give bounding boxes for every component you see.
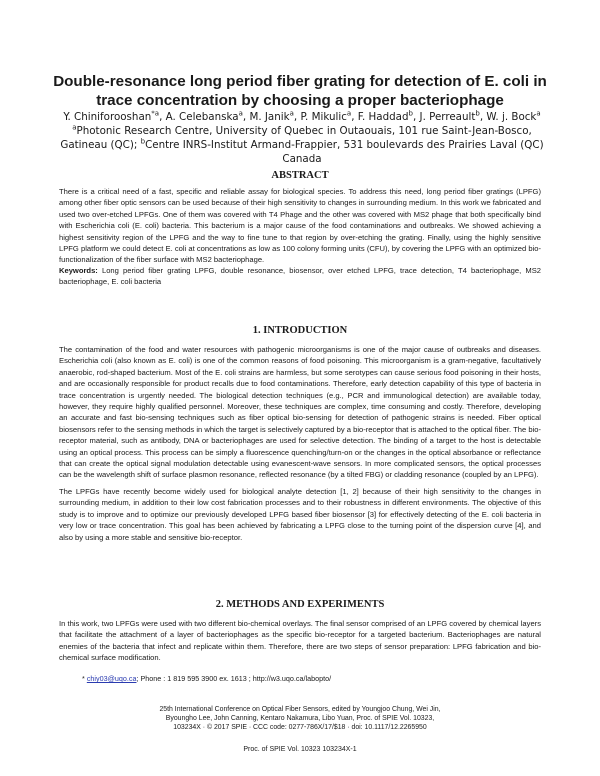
footnote-contact: ; Phone : 1 819 595 3900 ex. 1613 ; http://w3.uqo.ca/labopto/ xyxy=(136,674,332,683)
author-list: Y. Chiniforooshan$^{*a}$, A. Celebanska$^a$, M. Janik$^a$, P. Mikulic$^a$, F. Haddad$^b$, J. Perreault$^b$, W. j. Bock$^a$ xyxy=(63,109,541,123)
affiliation-a: Photonic Research Centre, University of Quebec in Outaouais, 101 rue Saint-Jean-Bosco, Gatineau (QC); xyxy=(60,125,532,151)
conference-line: Byoungho Lee, John Canning, Kentaro Nakamura, Libo Yuan, Proc. of SPIE Vol. 10323, xyxy=(165,715,435,722)
section-heading-methods: 2. METHODS AND EXPERIMENTS xyxy=(215,599,385,610)
affiliation-mark: a xyxy=(72,123,77,132)
author-affiliation-mark: b xyxy=(475,109,480,118)
keywords-text: Long period fiber grating LPFG, double resonance, biosensor, over etched LPFG, trace detection, T4 bacteriophage, MS2 bacteriophage, E. coli bacteria xyxy=(59,266,541,287)
paper-title: Double-resonance long period fiber grating for detection of E. coli in trace concentration by choosing a proper bacteriophage xyxy=(53,73,547,109)
author-affiliation-mark: *a xyxy=(151,109,160,118)
author-name: W. j. Bock xyxy=(486,111,537,123)
conference-info xyxy=(100,705,500,732)
author-name: Y. Chiniforooshan xyxy=(63,111,152,123)
abstract-paragraph: There is a critical need of a fast, specific and reliable assay for biological species. To address this need, long period fiber gratings (LPFG) among other fiber optic sensors can be used because of their high sensitivity to changes in surrounding medium. In this work we fabricated and used two over-etched LPFGs. One of them was covered with T4 Phage and the other was covered with MS2 phage that both specifically bind with Escherichia coli (E. coli) bacteria. This bacterium is a major cause of the food contaminations and outbreaks. We showed achieving a highest sensitivity region of the LPFG and the way to fine tune to that region by over-etching the grating. Finally, using the highly sensitive LPFG platform we could detect E. coli at concentrations as low as 100 colony forming units (CFU), by covering the LPFG with an optimized bio-functionalization of the fiber surface with MS2 bacteriophage. xyxy=(59,187,541,265)
author-affiliation-mark: b xyxy=(408,109,413,118)
author-name: F. Haddad xyxy=(357,111,409,123)
introduction-paragraph: The contamination of the food and water resources with pathogenic microorganisms is one of the major cause of outbreaks and diseases. Escherichia coli (also known as E. coli) is one of the common reasons of food poisoning. This microorganism is a gram-negative, facultatively anaerobic, rod-shaped bacterium. Most of the E. coli strains are harmless, but some serotypes can cause serious food poisoning in their hosts, and are occasionally responsible for product recalls due to food contaminations. Therefore, early detection capability of this type of bacteria in trace concentration is urgently needed. The biological detection techniques (e.g., PCR and immunological detection) are available today, however, they require highly qualified personnel. Moreover, these techniques are complex, time consuming and costly. Therefore, developing an accurate and fast bio-sensing techniques such as fiber optical bio-sensing for detection of pathogenic strains is needed. Fiber optical biosensors refer to the sensing methods in which the target is selectively captured by a bio-receptor that is attached to the optical fiber. The bio-receptor material, such as antibody, DNA or bacteriophages are used for selective detection. The binding of a target to the host is detectable using an optical process. This process can be simply a fluorescence quenching/turn-on or the changes in the optical absorbance or reflectance that can create the optical signal modulation detectable using evanescent-wave sensors. In more complicated sensors, the optical processes can be the wavelength shift of surface plasmon resonance, reflected resonance (by a tilted FBG) or cladding resonance (coupled by an LPFG). xyxy=(59,345,541,480)
author-name: M. Janik xyxy=(249,111,290,123)
author-name: J. Perreault xyxy=(419,111,476,123)
author-name: P. Mikulic xyxy=(300,111,347,123)
footnote-marker: * xyxy=(82,674,85,683)
affiliation-mark: b xyxy=(140,137,146,146)
affiliations xyxy=(52,124,552,166)
conference-line: 25th International Conference on Optical Fiber Sensors, edited by Youngjoo Chung, Wei Jin, xyxy=(159,706,441,713)
email-link[interactable]: chiy03@uqo.ca xyxy=(86,674,137,683)
methods-paragraph: In this work, two LPFGs were used with two different bio-chemical overlays. The final sensor comprised of an LPFG covered by chemical layers that facilitate the attachment of a layer of bacteriophages as the specific bio-receptor for a targeted bacterium. Bacteriophages are natural enemies of the bacteria that infect and replicate within them. Therefore, there are two steps of sensor preparation: LPFG fabrication and bio-chemical surface modification. xyxy=(59,619,541,663)
methods-text xyxy=(59,618,541,664)
author-affiliation-mark: a xyxy=(238,109,243,118)
section-heading-introduction: 1. INTRODUCTION xyxy=(252,325,348,336)
author-name: A. Celebanska xyxy=(165,111,239,123)
keywords-block xyxy=(59,265,541,288)
abstract-heading: ABSTRACT xyxy=(271,170,329,181)
abstract-text xyxy=(59,186,541,266)
footnote xyxy=(82,674,542,684)
author-affiliation-mark: a xyxy=(289,109,294,118)
page-number: Proc. of SPIE Vol. 10323 103234X-1 xyxy=(243,746,357,753)
keywords-label: Keywords: xyxy=(59,266,98,275)
author-affiliation-mark: a xyxy=(536,109,541,118)
affiliation-b: Centre INRS-Institut Armand-Frappier, 531 boulevards des Prairies Laval (QC) Canada xyxy=(145,139,544,165)
conference-line: 103234X · © 2017 SPIE · CCC code: 0277-786X/17/$18 · doi: 10.1117/12.2265950 xyxy=(173,724,427,731)
introduction-paragraph: The LPFGs have recently become widely used for biological analyte detection [1, 2] because of their high sensitivity to the changes in surrounding medium, in addition to their low cost fabrication processes and to their robustness in different environments. The objective of this study is to improve and to optimize our previously developed LPFG based fiber biosensor [3] for effectively detecting of the E. coli bacteria in very low or trace concentration. This goal has been achieved by fabricating a LPFG close to the turning point of the dispersion curve [4], and also by using a more stable and sensitive bio-receptor. xyxy=(59,486,541,542)
author-affiliation-mark: a xyxy=(346,109,352,118)
introduction-text xyxy=(59,344,541,543)
